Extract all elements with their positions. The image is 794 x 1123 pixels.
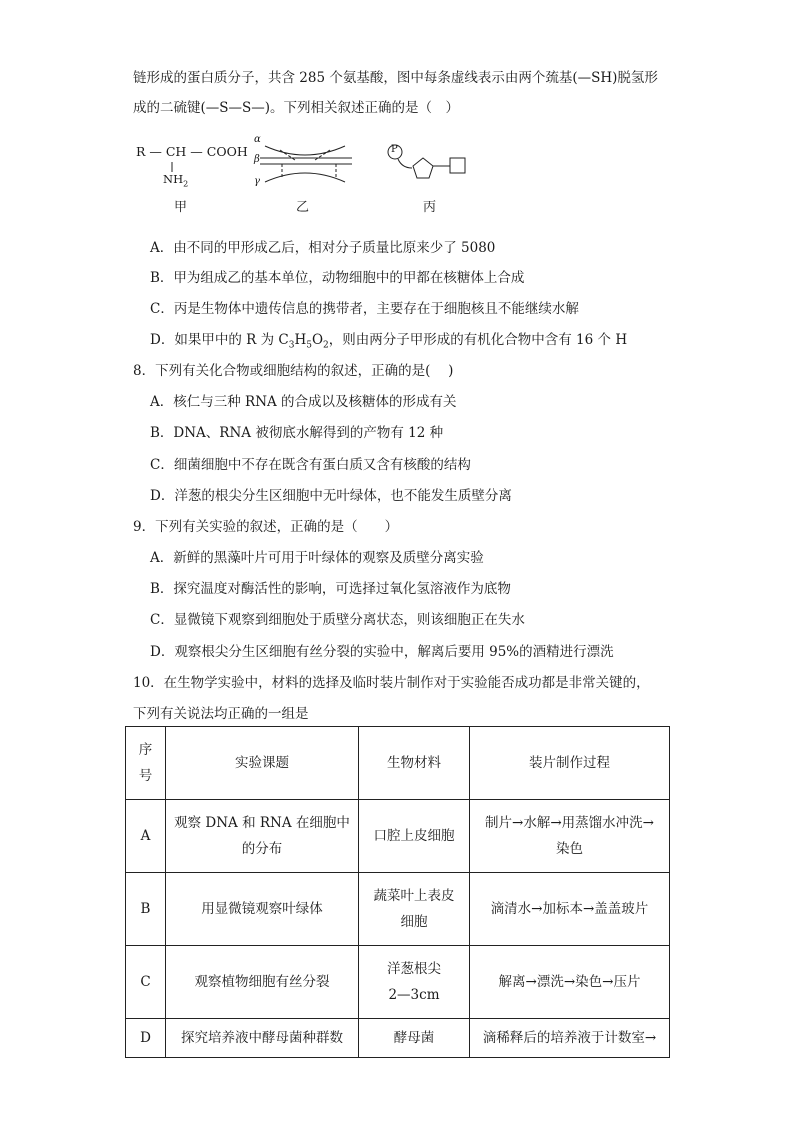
- row-topic-line: 观察 DNA 和 RNA 在细胞中: [174, 815, 350, 831]
- phosphate-letter: P: [391, 144, 398, 155]
- label-bing: 丙: [423, 200, 437, 215]
- row-id: C: [126, 946, 166, 1019]
- q9-option-d: D．观察根尖分生区细胞有丝分裂的实验中，解离后要用 95%的酒精进行漂洗: [150, 644, 614, 660]
- intro-line-1: 链形成的蛋白质分子，共含 285 个氨基酸，图中每条虚线表示由两个巯基(—SH)脱氢形: [133, 70, 658, 86]
- q9-option-a: A．新鲜的黑藻叶片可用于叶绿体的观察及质壁分离实验: [150, 550, 484, 566]
- q7-option-c: C．丙是生物体中遗传信息的携带者，主要存在于细胞核且不能继续水解: [150, 301, 579, 317]
- row-material-line: 2—3cm: [388, 987, 440, 1003]
- phosphate-link: [398, 159, 412, 168]
- experiment-table: [125, 726, 670, 1058]
- row-process-line: 染色: [556, 841, 583, 857]
- row-topic: 用显微镜观察叶绿体: [166, 873, 359, 946]
- label-yi: 乙: [296, 200, 310, 215]
- label-jia: 甲: [174, 200, 188, 215]
- row-material: 酵母菌: [359, 1019, 470, 1058]
- header-index-line-2: 号: [138, 768, 153, 784]
- q7-option-a: A．由不同的甲形成乙后，相对分子质量比原来少了 5080: [150, 240, 496, 256]
- row-material: [359, 946, 470, 1019]
- q9-option-c: C．显微镜下观察到细胞处于质壁分离状态，则该细胞正在失水: [150, 612, 525, 628]
- q8-stem: 8．下列有关化合物或细胞结构的叙述，正确的是( ): [133, 363, 454, 379]
- row-process: [470, 800, 670, 873]
- q7-option-d: [150, 328, 627, 351]
- q7-d-sub3: 2: [323, 340, 329, 351]
- intro-line-2: 成的二硫键(—S—S—)。下列相关叙述正确的是（ ）: [133, 100, 460, 116]
- chain-alpha: [265, 146, 345, 155]
- row-material-line: 洋葱根尖: [387, 961, 441, 977]
- figure: [130, 130, 490, 215]
- row-process: 解离→漂洗→染色→压片: [470, 946, 670, 1019]
- sugar-pentagon: [413, 158, 433, 178]
- nh2-subscript: 2: [183, 179, 189, 189]
- greek-beta: β: [254, 154, 260, 165]
- row-id: A: [126, 800, 166, 873]
- greek-gamma: γ: [254, 176, 260, 187]
- q10-stem-line-2: 下列有关说法均正确的一组是: [133, 706, 309, 722]
- table-header-row: [126, 727, 670, 800]
- header-material: 生物材料: [359, 727, 470, 800]
- q7-d-post: ，则由两分子甲形成的有机化合物中含有 16 个 H: [328, 332, 628, 348]
- row-topic: 观察植物细胞有丝分裂: [166, 946, 359, 1019]
- header-index: [126, 727, 166, 800]
- q8-option-c: C．细菌细胞中不存在既含有蛋白质又含有核酸的结构: [150, 457, 471, 473]
- q8-option-d: D．洋葱的根尖分生区细胞中无叶绿体，也不能发生质壁分离: [150, 488, 512, 504]
- header-process: 装片制作过程: [470, 727, 670, 800]
- base-square: [450, 158, 465, 173]
- row-topic: 探究培养液中酵母菌种群数: [166, 1019, 359, 1058]
- table-row: [126, 946, 670, 1019]
- q7-d-sub2: 5: [306, 340, 312, 351]
- row-material: [359, 873, 470, 946]
- chain-gamma: [265, 173, 345, 182]
- amino-group: [163, 172, 188, 188]
- row-id: D: [126, 1019, 166, 1058]
- amino-acid-formula: R — CH — COOH: [136, 144, 248, 159]
- q7-d-pre: D．如果甲中的 R 为 C: [150, 332, 289, 348]
- q10-stem-line-1: 10．在生物学实验中，材料的选择及临时装片制作对于实验能否成功都是非常关键的，: [133, 675, 650, 691]
- row-material-line: 细胞: [400, 914, 428, 930]
- row-id: B: [126, 873, 166, 946]
- q8-option-b: B．DNA、RNA 被彻底水解得到的产物有 12 种: [150, 425, 444, 441]
- row-material-line: 蔬菜叶上表皮: [373, 888, 455, 904]
- row-process-line: 制片→水解→用蒸馏水冲洗→: [485, 815, 654, 831]
- q8-option-a: A．核仁与三种 RNA 的合成以及核糖体的形成有关: [150, 394, 457, 410]
- row-process: 滴清水→加标本→盖盖玻片: [470, 873, 670, 946]
- header-topic: 实验课题: [166, 727, 359, 800]
- q9-option-b: B．探究温度对酶活性的影响，可选择过氧化氢溶液作为底物: [150, 581, 511, 597]
- table-row: [126, 1019, 670, 1058]
- q7-d-h: H: [294, 332, 307, 348]
- q7-option-b: B．甲为组成乙的基本单位，动物细胞中的甲都在核糖体上合成: [150, 270, 525, 286]
- nh-text: NH: [163, 172, 184, 186]
- greek-alpha: α: [254, 134, 261, 145]
- row-topic-line: 的分布: [241, 841, 283, 857]
- table-row: [126, 800, 670, 873]
- row-material: 口腔上皮细胞: [359, 800, 470, 873]
- q9-stem: 9．下列有关实验的叙述，正确的是（ ）: [133, 519, 399, 535]
- row-process: 滴稀释后的培养液于计数室→: [470, 1019, 670, 1058]
- table-row: [126, 873, 670, 946]
- q7-d-sub1: 3: [288, 340, 295, 351]
- q7-d-o: O: [311, 332, 324, 348]
- row-topic: [166, 800, 359, 873]
- header-index-line-1: 序: [138, 742, 153, 758]
